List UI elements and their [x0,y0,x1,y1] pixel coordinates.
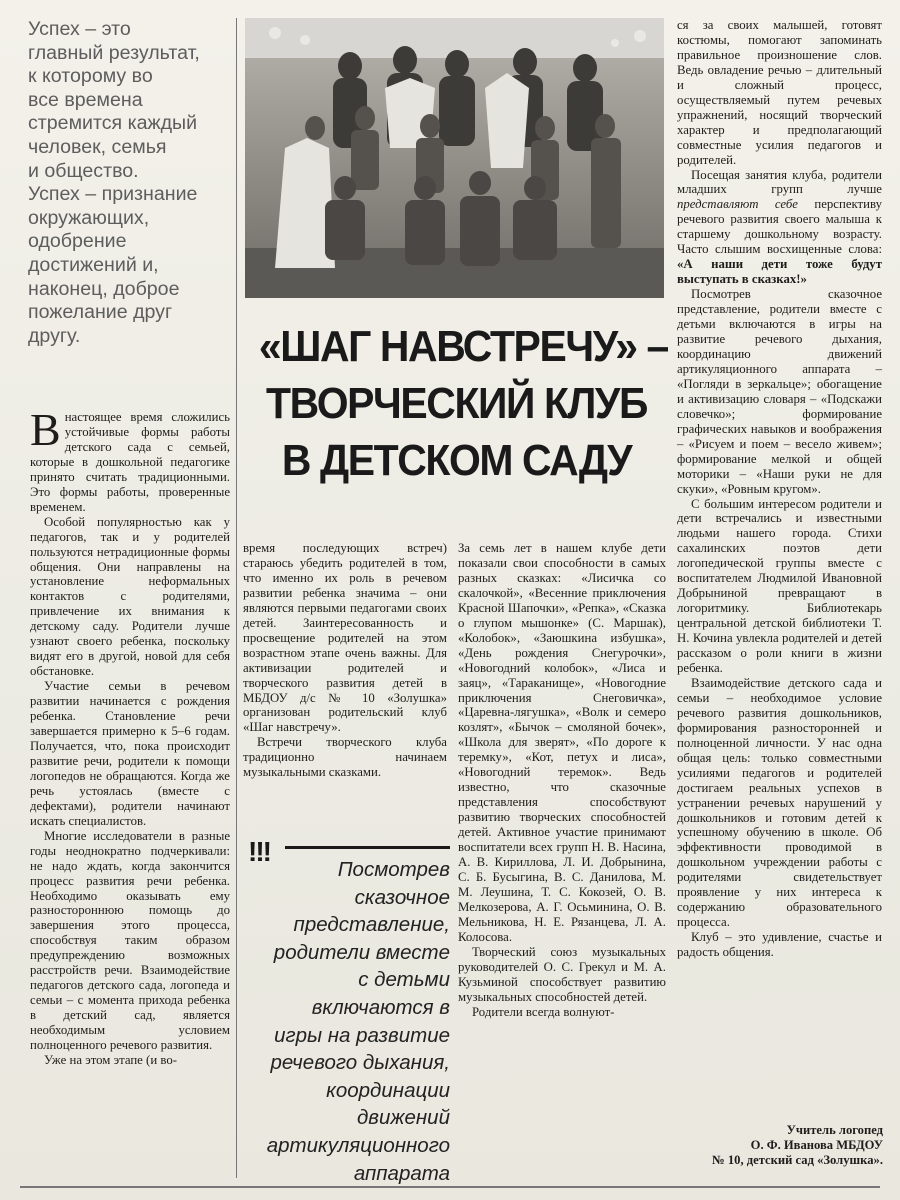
intro-line: другу. [28,324,81,347]
paragraph [30,404,230,515]
group-photo [245,18,664,298]
emphasis-text: представляют себе [677,197,798,212]
intro-line: окружающих, [28,206,150,229]
intro-line: все времена [28,88,143,111]
headline-line-2: ТВОРЧЕСКИЙ КЛУБ [265,379,648,428]
signature-line: Учитель логопед [786,1123,883,1137]
intro-line: достижений и, [28,253,159,276]
paragraph-text: перспективу речевого развития своего малыша к старшему дошкольному возрасту. Часто слышим восхищенные слова: [677,197,882,257]
signature-line: О. Ф. Иванова МБДОУ [750,1138,883,1152]
article-column-1 [30,404,230,1068]
paragraph: Творческий союз музыкальных руководителей О. С. Грекул и М. А. Кузьминой способствует развитию музыкальных способностей детей. [458,944,666,1004]
article-column-3 [458,541,666,1020]
paragraph: время последующих встреч) стараюсь убедить родителей в том, что именно их роль в речевом развитии ребенка значима – они являются первыми педагогами своих детей. Заинтересованность и просвещение родителей на этом возрастном этапе очень важны. Для активизации родителей и творческого развития детей в МБДОУ д/с № 10 «Золушка» организован родительский клуб «Шаг навстречу». [243,541,447,735]
paragraph: С большим интересом родители и дети встречались и известными людьми нашего города. Стихи сахалинских поэтов дети логопедической группы вместе с воспитателем Людмилой Ивановной Добрыниной превращают в логоритмику. Библиотекарь центральной детской библиотеки Т. Н. Кочина увлекла родителей и детей рассказом о роли книги в жизни ребенка. [677,496,882,675]
drop-cap: В [30,404,61,455]
author-signature [677,1123,883,1168]
intro-line: стремится каждый [28,112,198,135]
paragraph: Родители всегда волнуют- [472,1004,615,1019]
intro-line: одобрение [28,230,127,253]
paragraph: За семь лет в нашем клубе дети показали свои способности в самых разных сказках: «Лисичка со скалочкой», «Весенние приключения Красной Шапочки», «Репка», «Сказка о глупом мышонке» (С. Маршак), «Колобок», «Заюшкина избушка», «День рождения Снегурочки», «Новогодний колобок», «Лиса и заяц», «Тараканище», «Новогодние приключения Снеговичка», «Царевна-лягушка», «Волк и семеро козлят», «Бычок – смоляной бочек», «Школа для зверят», «По дороге к теремку», «Кот, петух и лиса», «Новогодний теремок». Ведь известно, что сказочные представления способствуют развитию творческих способностей детей. Активное участие принимают воспитатели всех групп Н. В. Насина, А. В. Кириллова, Л. И. Добрынина, С. Б. Бусыгина, В. С. Данилова, М. М. Леушина, Т. С. Кокозей, О. В. Мелкозерова, А. Г. Осьминина, О. В. Мельникова, Н. Е. Рязанцева, Л. А. Колосова. [458,541,666,944]
group-photo-image [245,18,664,298]
paragraph: Клуб – это удивление, счастье и радость общения. [677,930,882,960]
intro-line: человек, семья [28,135,167,158]
paragraph: Участие семьи в речевом развитии начинается с рождения ребенка. Становление речи завершается примерно к 5–6 годам. Получается, что, пока происходит развитие речи, родители к помощи логопедов не обращаются. Когда же речь устоялась (вместе с дефектами), родители начинают искать специалистов. [30,679,230,828]
headline-line-1: «ШАГ НАВСТРЕЧУ» – [258,322,668,371]
paragraph: Особой популярностью как у педагогов, так и у родителей пользуются нетрадиционные формы общения. Они направлены на установление неформальных контактов с родителями, привлечение их внимания к детскому саду. Родители лучше узнают своего ребенка, поскольку видят его в другой, новой для себя обстановке. [30,514,230,679]
paragraph: Встречи творческого клуба традиционно начинаем музыкальными сказками. [243,735,447,780]
paragraph: Уже на этом этапе (и во- [44,1052,177,1067]
intro-line: Успех – это [28,18,131,40]
paragraph-text: настоящее время сложились устойчивые формы работы детского сада с семьей, которые в дошкольной педагогике принято считать традиционными. Это формы работы, проверенные временем. [30,410,230,514]
intro-line: Успех – признание [28,183,198,206]
bottom-rule [20,1186,880,1188]
paragraph: Взаимодействие детского сада и семьи – необходимое условие речевого развития дошкольников, формирования разносторонней и полноценной личности. У нас одна общая цель: только совместными усилиями педагогов и родителей достигаем реальных успехов в устранении речевых нарушений у дошкольников и готовим детей к успешному обучению в школе. Об эффективности проводимой в дошкольном учреждении работы с родителями свидетельствует проявление у них интереса к содержанию образовательного процесса. [677,675,882,930]
paragraph-text: Посещая занятия клуба, родители младших групп лучше [677,167,882,197]
pull-quote: Посмотрев сказочное представление, родители вместе с детьми включаются в игры на развитие речевого дыхания, координации движений артикуляционного аппарата [266,858,450,1185]
article-column-4 [677,18,882,960]
column-rule [236,18,237,1178]
quote-text: «А наши дети тоже будут выступать в сказках!» [677,257,882,287]
paragraph [677,168,882,288]
paragraph: ся за своих малышей, готовят костюмы, помогают запоминать правильное произношение слов. Ведь овладение речью – длительный и сложный процесс, осуществляемый путем речевых упражнений, носящий творческий характер и предполагающий совместные усилия педагогов и родителей. [677,18,882,167]
headline-line-3: В ДЕТСКОМ САДУ [281,436,632,485]
article-headline [258,318,668,489]
article-column-2 [243,541,447,780]
intro-line: к которому во [28,65,153,88]
paragraph: Многие исследователи в разные годы неоднократно подчеркивали: не надо ждать, когда закончится процесс развития речи ребенка. Необходимо оказывать ему разностороннюю помощь до завершения этого процесса, способствуя таким образом предупреждению возможных расстройств речи. Взаимодействие педагогов детского сада, логопеда и семьи – с момента прихода ребенка в детский сад, является необходимым условием полноценного речевого развития. [30,828,230,1053]
intro-line: и общество. [28,159,139,182]
signature-line: № 10, детский сад «Золушка». [712,1153,883,1167]
pullquote-rule [285,846,450,849]
intro-line: наконец, доброе [28,277,180,300]
pullquote-mark: !!! [248,836,270,867]
paragraph: Посмотрев сказочное представление, родители вместе с детьми включаются в игры на развитие речевого дыхания, координацию движений артикуляционного аппарата – «Погляди в зеркальце»; обогащение и активизацию словаря – «Подскажи словечко»; формирование графических навыков и воображения – «Рисуем и поем – весело живем»; формирование мелкой и общей моторики – «Наши руки не для скуки», «Ровным кругом». [677,287,882,496]
intro-line: главный результат, [28,41,200,64]
intro-lead [28,18,233,348]
intro-line: пожелание друг [28,301,173,324]
